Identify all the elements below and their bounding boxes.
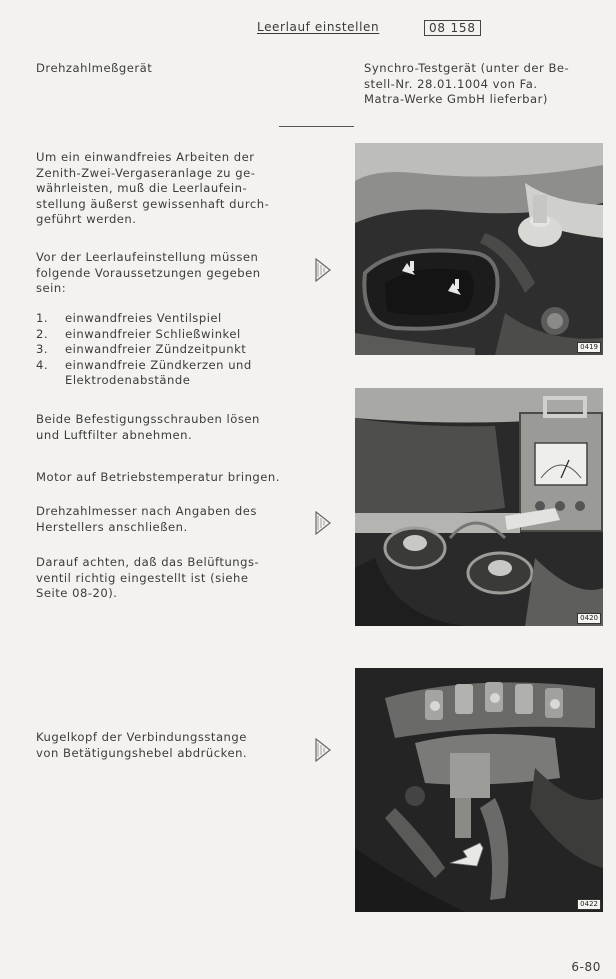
list-text: einwandfreie Zündkerzen und Elektrodenabstände <box>65 357 252 387</box>
list-item <box>36 311 276 327</box>
list-number: 4. <box>36 357 49 372</box>
list-item <box>36 358 276 389</box>
text-line: folgende Voraussetzungen gegeben <box>36 265 261 280</box>
text-line: Um ein einwandfreies Arbeiten der <box>36 150 255 164</box>
list-item <box>36 327 276 343</box>
section-divider <box>279 126 354 127</box>
prerequisites-paragraph <box>36 250 276 297</box>
step-air-filter <box>36 412 276 443</box>
prerequisites-list <box>36 311 276 389</box>
page-number: 6-80 <box>571 960 601 974</box>
photo-code: 0420 <box>577 613 601 624</box>
list-number: 2. <box>36 326 49 341</box>
text-line: stellung äußerst gewissenhaft durch- <box>36 196 270 211</box>
text-line: geführt werden. <box>36 212 137 226</box>
list-item <box>36 342 276 358</box>
step-ball-joint <box>36 730 286 761</box>
photo-code: 0419 <box>577 342 601 353</box>
text-line: Darauf achten, daß das Belüftungs- <box>36 555 260 569</box>
page-title: Leerlauf einstellen <box>257 20 380 34</box>
linkage-photo-image <box>355 668 603 912</box>
list-text: einwandfreier Zündzeitpunkt <box>65 342 247 356</box>
text-line: und Luftfilter abnehmen. <box>36 427 193 442</box>
text-line: von Betätigungshebel abdrücken. <box>36 745 248 760</box>
text-line: Zenith-Zwei-Vergaseranlage zu ge- <box>36 165 256 180</box>
step-check-vent-valve <box>36 555 286 602</box>
list-text: einwandfreier Schließwinkel <box>65 326 241 341</box>
tool-line: Synchro-Testgerät (unter der Be- <box>364 61 570 75</box>
step-connect-tachometer <box>36 504 286 535</box>
text-line: währleisten, muß die Leerlaufein- <box>36 181 248 195</box>
tool-drehzahlmessgeraet: Drehzahlmeßgerät <box>36 61 153 75</box>
text-line: Vor der Leerlaufeinstellung müssen <box>36 250 259 264</box>
section-code-box: 08 158 <box>424 20 481 36</box>
text-line: Kugelkopf der Verbindungsstange <box>36 730 247 744</box>
photo-code: 0422 <box>577 899 601 910</box>
text-line: Herstellers anschließen. <box>36 519 188 534</box>
text-line: ventil richtig eingestellt ist (siehe <box>36 570 249 585</box>
list-text: einwandfreies Ventilspiel <box>65 311 222 325</box>
text-line: Drehzahlmesser nach Angaben des <box>36 504 257 518</box>
photo-ball-joint <box>355 668 603 912</box>
carburetor-tester-photo-image <box>355 388 603 626</box>
photo-air-filter <box>355 143 603 355</box>
pointer-arrow-icon <box>315 738 331 762</box>
pointer-arrow-icon <box>315 511 331 535</box>
text-line: Beide Befestigungsschrauben lösen <box>36 412 260 426</box>
list-number: 1. <box>36 311 49 325</box>
photo-tachometer <box>355 388 603 626</box>
step-operating-temperature: Motor auf Betriebstemperatur bringen. <box>36 470 280 484</box>
tool-synchro-testgeraet <box>364 61 604 108</box>
intro-paragraph <box>36 150 276 228</box>
tool-line: Matra-Werke GmbH lieferbar) <box>364 92 548 106</box>
text-line: sein: <box>36 281 67 295</box>
text-line: Seite 08-20). <box>36 586 118 600</box>
pointer-arrow-icon <box>315 258 331 282</box>
list-number: 3. <box>36 342 49 356</box>
tool-line: stell-Nr. 28.01.1004 von Fa. <box>364 76 538 91</box>
engine-bay-photo-image <box>355 143 603 355</box>
